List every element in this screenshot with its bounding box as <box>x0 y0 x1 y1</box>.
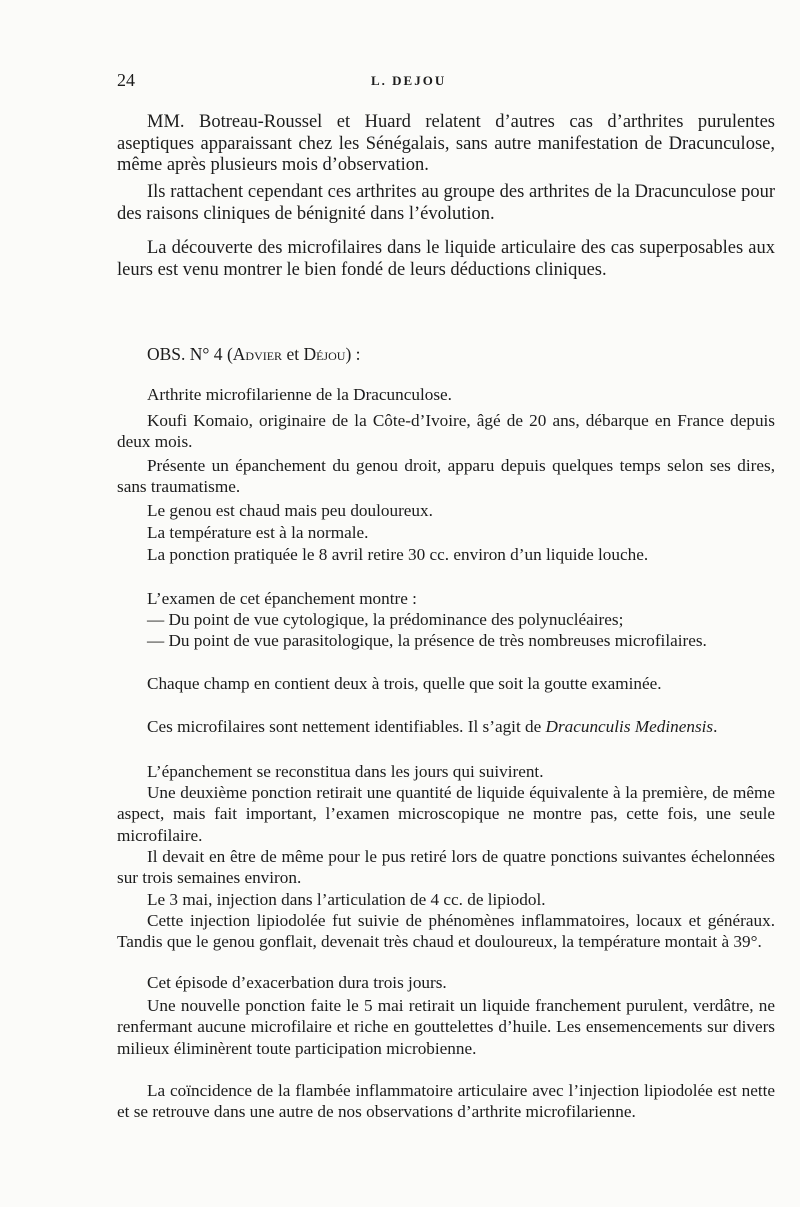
author-advier: Advier <box>232 344 283 364</box>
paragraph: Ils rattachent cependant ces arthrites au groupe des arthrites de la Dracunculose pour des raisons cliniques de bénignité dans l’évolution. <box>117 182 775 224</box>
case-line: Cette injection lipiodolée fut suivie de phénomènes inflammatoires, locaux et généraux. Tandis que le genou gonflait, devenait très chaud et douloureux, la température montait à 39°. <box>117 911 775 952</box>
paragraph: La découverte des microfilaires dans le liquide articulaire des cas superposables aux leurs est venu montrer le bien fondé de leurs déductions cliniques. <box>117 238 775 280</box>
conjunction: et <box>286 344 300 364</box>
case-line: La ponction pratiquée le 8 avril retire 30 cc. environ d’un liquide louche. <box>147 545 649 564</box>
author-dejou: Déjou <box>303 344 346 364</box>
paren-close: ) : <box>345 344 361 364</box>
case-line: — Du point de vue parasitologique, la présence de très nombreuses microfilaires. <box>147 631 707 650</box>
case-line: La coïncidence de la flambée inflammatoire articulaire avec l’injection lipiodolée est nette et se retrouve dans une autre de nos observations d’arthrite microfilarienne. <box>117 1081 775 1122</box>
paren-open: ( <box>226 344 233 364</box>
case-line: La température est à la normale. <box>147 523 369 542</box>
identification-end: . <box>713 717 718 736</box>
running-head: L. DEJOU <box>371 73 447 88</box>
case-line: Il devait en être de même pour le pus retiré lors de quatre ponctions suivantes échelonnées sur trois semaines environ. <box>117 847 775 888</box>
case-line: L’examen de cet épanchement montre : <box>147 589 417 608</box>
identification-text: Ces microfilaires sont nettement identifiables. Il s’agit de <box>147 717 546 736</box>
observation-label: OBS. N° 4 <box>147 344 223 364</box>
identification-line <box>117 716 775 737</box>
case-line: L’épanchement se reconstitua dans les jours qui suivirent. <box>147 762 544 781</box>
case-line: Cet épisode d’exacerbation dura trois jours. <box>147 973 447 992</box>
case-line: Arthrite microfilarienne de la Dracunculose. <box>147 385 452 404</box>
case-line: Chaque champ en contient deux à trois, quelle que soit la goutte examinée. <box>147 674 662 693</box>
case-line: Une nouvelle ponction faite le 5 mai retirait un liquide franchement purulent, verdâtre, ne renfermant aucune microfilaire et riche en gouttelettes d’huile. Les ensemencements sur divers milieux éliminèrent toute participation microbienne. <box>117 996 775 1058</box>
page-number: 24 <box>117 70 135 90</box>
case-line: Koufi Komaio, originaire de la Côte-d’Ivoire, âgé de 20 ans, débarque en France depuis deux mois. <box>117 411 775 452</box>
observation-heading <box>147 344 747 366</box>
case-line: Une deuxième ponction retirait une quantité de liquide équivalente à la première, de même aspect, mais fait important, l’examen microscopique ne montre pas, cette fois, une seule microfilaire. <box>117 783 775 845</box>
case-line: Présente un épanchement du genou droit, apparu depuis quelques temps selon ses dires, sans traumatisme. <box>117 456 775 497</box>
case-line: Le genou est chaud mais peu douloureux. <box>147 501 433 520</box>
paragraph: MM. Botreau-Roussel et Huard relatent d’autres cas d’arthrites purulentes aseptiques apparaissant chez les Sénégalais, sans autre manifestation de Dracunculose, même après plusieurs mois d’observation. <box>117 112 775 175</box>
case-line: — Du point de vue cytologique, la prédominance des polynucléaires; <box>147 610 624 629</box>
case-line: Le 3 mai, injection dans l’articulation de 4 cc. de lipiodol. <box>147 890 546 909</box>
species-name: Dracunculis Medinensis <box>545 717 714 736</box>
